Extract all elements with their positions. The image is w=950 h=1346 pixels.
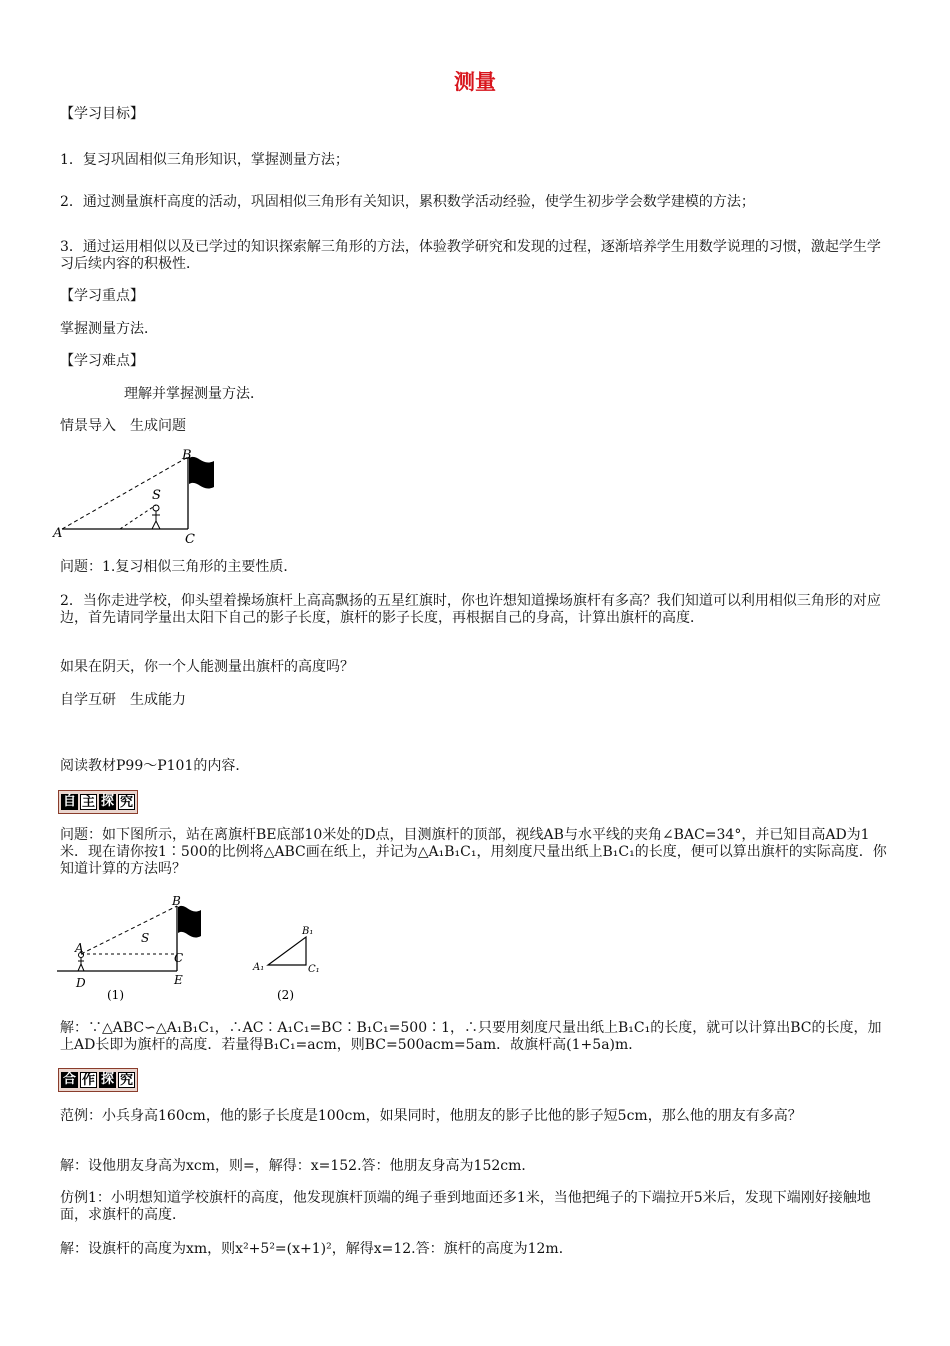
key-points-heading: 【学习重点】 [60,288,144,304]
self-explore-badge: 自 主 探 究 [58,790,138,814]
page-title: 测量 [454,70,496,94]
flagpole-shadow-figure [50,445,220,545]
sight-line [81,906,177,954]
objective-item-3: 3．通过运用相似以及已学过的知识探索解三角形的方法，体验教学研究和发现的过程，逐渐培养学生用数学说理的习惯，激起学生学习后续内容的积极性． [60,239,881,272]
label-a: A [53,526,63,541]
figure-1 [55,892,225,1010]
question-1: 问题：1.复习相似三角形的主要性质． [60,559,298,575]
reading-assignment: 阅读教材P99～P101的内容． [60,758,250,774]
label-e: E [174,973,183,987]
label-c1: C₁ [308,964,320,975]
practice-solution: 解：设旗杆的高度为xm，则x²+5²=(x+1)²，解得x=12.答：旗杆的高度为12m． [60,1241,573,1257]
label-s: S [141,931,150,945]
flag-icon [178,906,201,938]
label-d: D [76,976,86,990]
label-s: S [152,488,161,503]
objective-item-1: 1．复习巩固相似三角形知识，掌握测量方法； [60,152,349,168]
difficult-points-heading: 【学习难点】 [60,353,144,369]
difficult-points-text: 理解并掌握测量方法． [124,386,264,402]
small-triangle [268,937,306,965]
label-b: B [182,448,192,463]
coop-explore-badge: 合 作 探 究 [58,1068,138,1092]
self-explore-problem: 问题：如下图所示，站在离旗杆BE底部10米处的D点，目测旗杆的顶部，视线AB与水平线的夹角∠BAC=34°，并已知目高AD为1米．现在请你按1∶500的比例将△ABC画在纸上，并记为△A₁B₁C₁，用刻度尺量出纸上B₁C₁的长度，便可以算出旗杆的实际高度．你知道计算的方法吗？ [60,827,887,877]
figure-2-caption: (2) [277,988,294,1002]
example-solution: 解：设他朋友身高为xcm，则=，解得：x=152.答：他朋友身高为152cm． [60,1158,536,1174]
label-c: C [185,532,195,547]
key-points-text: 掌握测量方法． [60,321,158,337]
label-a: A [75,941,84,955]
label-a1: A₁ [253,962,265,973]
self-explore-solution: 解：∵△ABC∽△A₁B₁C₁，∴AC∶A₁C₁=BC∶B₁C₁=500∶1，∴只要用刻度尺量出纸上B₁C₁的长度，就可以计算出BC的长度，加上AD长即为旗杆的高度．若量得B₁C₁=acm，则BC=500acm=5am．故旗杆高(1+5a)m． [60,1020,882,1053]
example-problem: 范例：小兵身高160cm，他的影子长度是100cm，如果同时，他朋友的影子比他的影子短5cm，那么他的朋友有多高？ [60,1108,802,1124]
label-c: C [174,951,184,965]
person-icon [152,505,160,529]
objective-item-2: 2．通过测量旗杆高度的活动，巩固相似三角形有关知识，累积数学活动经验，使学生初步学会数学建模的方法； [60,194,755,210]
sight-line [62,457,188,529]
label-b: B [172,894,181,908]
person-icon [78,953,84,972]
figure-2 [250,920,340,1010]
objectives-heading: 【学习目标】 [60,106,144,122]
shadow-line [120,505,156,529]
label-b1: B₁ [302,926,314,937]
question-3: 如果在阴天，你一个人能测量出旗杆的高度吗？ [60,659,354,675]
self-study-heading: 自学互研 生成能力 [60,692,186,708]
practice-problem: 仿例1：小明想知道学校旗杆的高度，他发现旗杆顶端的绳子垂到地面还多1米，当他把绳子的下端拉开5米后，发现下端刚好接触地面，求旗杆的高度． [60,1190,871,1223]
figure-1-caption: (1) [107,988,124,1002]
flag-icon [189,457,214,489]
intro-heading: 情景导入 生成问题 [60,418,186,434]
question-2: 2．当你走进学校，仰头望着操场旗杆上高高飘扬的五星红旗时，你也许想知道操场旗杆有多高？我们知道可以利用相似三角形的对应边，首先请同学量出太阳下自己的影子长度，旗杆的影子长度，再根据自己的身高，计算出旗杆的高度． [60,593,881,626]
